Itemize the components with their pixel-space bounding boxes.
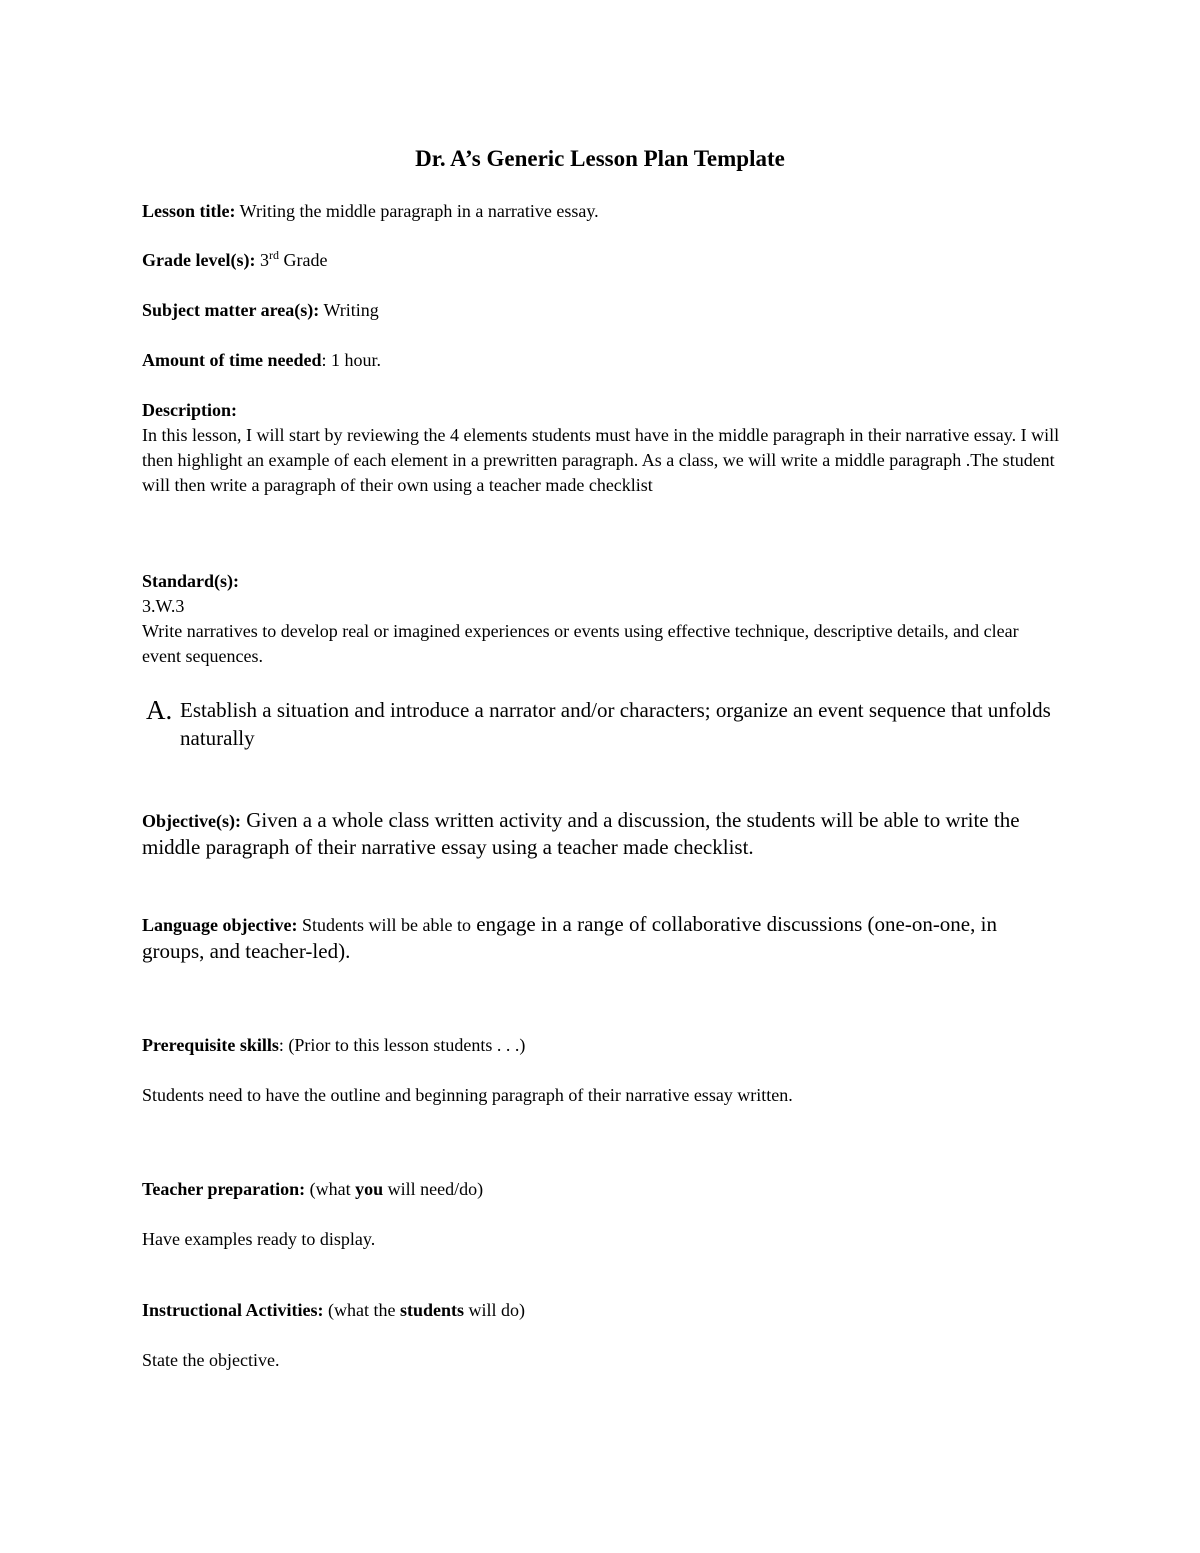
grade-level-line [142, 248, 1062, 273]
list-item-text: Establish a situation and introduce a narrator and/or characters; organize an event sequence that unfolds naturally [180, 698, 1051, 750]
objectives-text: Given a a whole class written activity and a discussion, the students will be able to write the middle paragraph of their narrative essay using a teacher made checklist. [142, 808, 1020, 859]
standards-code: 3.W.3 [142, 596, 185, 616]
teacher-prep-suffix-b: will need/do) [383, 1179, 484, 1199]
teacher-prep-heading [142, 1177, 1062, 1202]
page-title: Dr. A’s Generic Lesson Plan Template [415, 146, 785, 171]
language-objective-text-b: engage in a range of collaborative discussions (one-on-one, in groups, and teacher-led). [142, 912, 997, 963]
prerequisite-suffix: : (Prior to this lesson students . . .) [278, 1035, 526, 1055]
grade-level-label: Grade level(s): [142, 250, 256, 270]
grade-level-rest: Grade [278, 250, 328, 270]
standards-label: Standard(s): [142, 571, 240, 591]
prerequisite-text: Students need to have the outline and beginning paragraph of their narrative essay written. [142, 1085, 793, 1105]
instructional-label: Instructional Activities: [142, 1300, 324, 1320]
description-label: Description: [142, 400, 237, 420]
standards-list-item [146, 696, 1066, 752]
list-item-marker: A. [146, 695, 173, 725]
instructional-text: State the objective. [142, 1350, 280, 1370]
description-section [142, 398, 1062, 498]
lesson-title-value: Writing the middle paragraph in a narrative essay. [235, 201, 599, 221]
teacher-prep-suffix-a: (what [305, 1179, 356, 1199]
subject-line [142, 298, 1062, 323]
time-line [142, 348, 1062, 373]
standards-section [142, 569, 1062, 669]
lesson-title-line [142, 199, 1062, 224]
teacher-prep-text: Have examples ready to display. [142, 1229, 376, 1249]
teacher-prep-label: Teacher preparation: [142, 1179, 306, 1199]
instructional-suffix-bold: students [399, 1300, 465, 1320]
time-label: Amount of time needed [142, 350, 322, 370]
instructional-suffix-b: will do) [464, 1300, 526, 1320]
grade-level-suffix: rd [268, 248, 279, 262]
prerequisite-heading [142, 1033, 1062, 1058]
description-text: In this lesson, I will start by reviewing the 4 elements students must have in the middle paragraph in their narrative essay. I will then highlight an example of each element in a prewritten paragraph. As a class, we will write a middle paragraph .The student will then write a paragraph of their own using a teacher made checklist [142, 425, 1060, 495]
objectives-section [142, 807, 1062, 861]
teacher-prep-suffix-bold: you [355, 1179, 384, 1199]
subject-label: Subject matter area(s): [142, 300, 320, 320]
lesson-title-label: Lesson title: [142, 201, 236, 221]
standards-text: Write narratives to develop real or imagined experiences or events using effective technique, descriptive details, and clear event sequences. [142, 621, 1019, 666]
instructional-suffix-a: (what the [323, 1300, 400, 1320]
objectives-label: Objective(s): [142, 811, 241, 831]
language-objective-text-a: Students will be able to [297, 915, 471, 935]
language-objective-label: Language objective: [142, 915, 298, 935]
subject-value: Writing [319, 300, 379, 320]
prerequisite-label: Prerequisite skills [142, 1035, 279, 1055]
grade-level-number: 3 [255, 250, 269, 270]
language-objective-section [142, 911, 1062, 965]
instructional-heading [142, 1298, 1062, 1323]
time-value: : 1 hour. [321, 350, 381, 370]
